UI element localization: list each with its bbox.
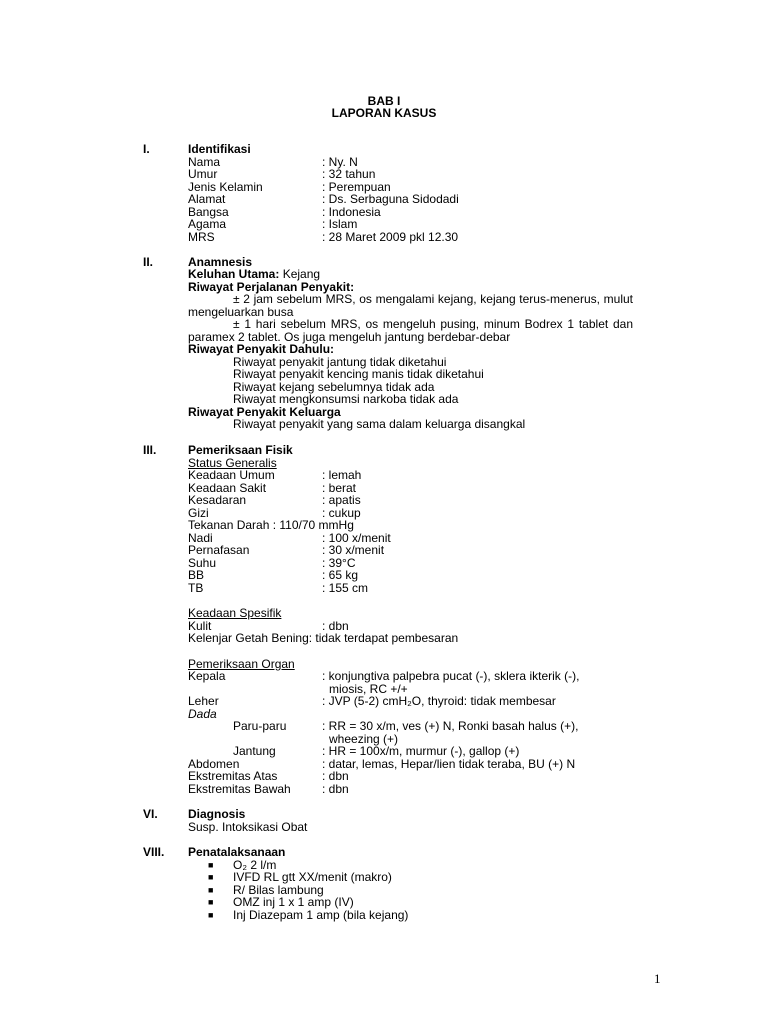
ekstremitas-atas-label: Ekstremitas Atas xyxy=(188,769,278,783)
identity-value: : Ds. Serbaguna Sidodadi xyxy=(322,192,459,206)
bullet-icon: ■ xyxy=(208,885,214,895)
section-number-identifikasi: I. xyxy=(143,142,150,156)
treatment-item: OMZ inj 1 x 1 amp (IV) xyxy=(233,895,354,909)
section-number-penatalaksanaan: VIII. xyxy=(143,845,165,859)
abdomen-value: : datar, lemas, Hepar/lien tidak teraba, BU (+) N xyxy=(322,757,576,771)
vital-value: : 65 kg xyxy=(322,568,359,582)
identity-value: : Perempuan xyxy=(322,180,391,194)
bullet-icon: ■ xyxy=(208,910,214,920)
kulit-label: Kulit xyxy=(188,619,212,633)
vital-value: : 155 cm xyxy=(322,581,369,595)
status-generalis-heading: Status Generalis xyxy=(188,456,277,470)
ekstremitas-atas-value: : dbn xyxy=(322,769,349,783)
vital-label: Pernafasan xyxy=(188,543,250,557)
dada-label: Dada xyxy=(188,707,217,721)
status-label: Keadaan Umum xyxy=(188,468,275,482)
treatment-item: Inj Diazepam 1 amp (bila kejang) xyxy=(233,908,409,922)
identity-label: Alamat xyxy=(188,192,226,206)
section-number-anamnesis: II. xyxy=(143,255,154,269)
rpd-heading: Riwayat Penyakit Dahulu: xyxy=(188,342,335,356)
leher-value: : JVP (5-2) cmH₂O, thyroid: tidak membesar xyxy=(322,694,556,708)
vital-label: Suhu xyxy=(188,556,217,570)
identity-label: Nama xyxy=(188,155,221,169)
section-heading-anamnesis: Anamnesis xyxy=(188,255,253,269)
rpp-paragraph-1-line-2: mengeluarkan busa xyxy=(188,305,294,319)
section-heading-fisik: Pemeriksaan Fisik xyxy=(188,443,293,457)
identity-label: Bangsa xyxy=(188,205,229,219)
status-value: : cukup xyxy=(322,506,361,520)
pemeriksaan-organ-heading: Pemeriksaan Organ xyxy=(188,657,295,671)
rpk-item: Riwayat penyakit yang sama dalam keluarga disangkal xyxy=(233,417,526,431)
bullet-icon: ■ xyxy=(208,872,214,882)
bullet-icon: ■ xyxy=(208,860,214,870)
rpd-item: Riwayat penyakit kencing manis tidak diketahui xyxy=(233,367,484,381)
keadaan-spesifik-heading: Keadaan Spesifik xyxy=(188,606,282,620)
chapter-label: BAB I xyxy=(367,94,401,108)
treatment-item: O₂ 2 l/m xyxy=(233,858,277,872)
leher-label: Leher xyxy=(188,694,219,708)
diagnosis-value: Susp. Intoksikasi Obat xyxy=(188,820,308,834)
keluhan-label: Keluhan Utama: xyxy=(188,267,280,281)
rpd-item: Riwayat penyakit jantung tidak diketahui xyxy=(233,355,447,369)
rpd-item: Riwayat mengkonsumsi narkoba tidak ada xyxy=(233,392,459,406)
status-label: Keadaan Sakit xyxy=(188,481,267,495)
section-heading-diagnosis: Diagnosis xyxy=(188,807,246,821)
kepala-label: Kepala xyxy=(188,669,226,683)
status-label: Gizi xyxy=(188,506,209,520)
section-number-fisik: III. xyxy=(143,443,157,457)
rpp-paragraph-1-line-1: ± 2 jam sebelum MRS, os mengalami kejang, kejang terus-menerus, mulut xyxy=(233,292,633,306)
section-number-diagnosis: VI. xyxy=(143,807,158,821)
paru-label: Paru-paru xyxy=(233,719,287,733)
kulit-value: : dbn xyxy=(322,619,349,633)
identity-value: : 28 Maret 2009 pkl 12.30 xyxy=(322,230,459,244)
status-value: : lemah xyxy=(322,468,362,482)
vital-value: : 30 x/menit xyxy=(322,543,385,557)
identity-label: Agama xyxy=(188,217,227,231)
vital-value: : 39°C xyxy=(322,556,356,570)
vital-value: : 100 x/menit xyxy=(322,531,391,545)
rpp-paragraph-2-line-1: ± 1 hari sebelum MRS, os mengeluh pusing, minum Bodrex 1 tablet dan xyxy=(233,317,633,331)
status-value: : apatis xyxy=(322,493,361,507)
jantung-value: : HR = 100x/m, murmur (-), gallop (+) xyxy=(322,744,520,758)
identity-value: : Islam xyxy=(322,217,358,231)
rpd-item: Riwayat kejang sebelumnya tidak ada xyxy=(233,380,435,394)
paru-value: : RR = 30 x/m, ves (+) N, Ronki basah halus (+), xyxy=(322,719,579,733)
ekstremitas-bawah-value: : dbn xyxy=(322,782,349,796)
identity-label: MRS xyxy=(188,230,215,244)
rpk-heading: Riwayat Penyakit Keluarga xyxy=(188,405,341,419)
treatment-item: R/ Bilas lambung xyxy=(233,883,324,897)
treatment-item: IVFD RL gtt XX/menit (makro) xyxy=(233,870,392,884)
vital-label: BB xyxy=(188,568,205,582)
report-title: LAPORAN KASUS xyxy=(331,106,437,120)
identity-value: : Ny. N xyxy=(322,155,358,169)
identity-label: Jenis Kelamin xyxy=(188,180,263,194)
identity-value: : Indonesia xyxy=(322,205,381,219)
status-value: : berat xyxy=(322,481,357,495)
kepala-value-cont: miosis, RC +/+ xyxy=(329,682,408,696)
status-label: Kesadaran xyxy=(188,493,247,507)
abdomen-label: Abdomen xyxy=(188,757,240,771)
rpp-heading: Riwayat Perjalanan Penyakit: xyxy=(188,280,355,294)
identity-value: : 32 tahun xyxy=(322,167,376,181)
section-heading-penatalaksanaan: Penatalaksanaan xyxy=(188,845,286,859)
vital-label: TB xyxy=(188,581,204,595)
keluhan-value: Kejang xyxy=(279,267,321,281)
kepala-value: : konjungtiva palpebra pucat (-), sklera ikterik (-), xyxy=(322,669,580,683)
identity-label: Umur xyxy=(188,167,218,181)
section-heading-identifikasi: Identifikasi xyxy=(188,142,251,156)
ekstremitas-bawah-label: Ekstremitas Bawah xyxy=(188,782,291,796)
jantung-label: Jantung xyxy=(233,744,276,758)
paru-value-cont: wheezing (+) xyxy=(329,732,399,746)
bullet-icon: ■ xyxy=(208,897,214,907)
rpp-paragraph-2-line-2: paramex 2 tablet. Os juga mengeluh jantung berdebar-debar xyxy=(188,330,511,344)
vital-label: Nadi xyxy=(188,531,213,545)
tekanan-darah: Tekanan Darah : 110/70 mmHg xyxy=(188,518,354,532)
page-number: 1 xyxy=(654,971,661,986)
kgb-line: Kelenjar Getah Bening: tidak terdapat pembesaran xyxy=(188,631,459,645)
